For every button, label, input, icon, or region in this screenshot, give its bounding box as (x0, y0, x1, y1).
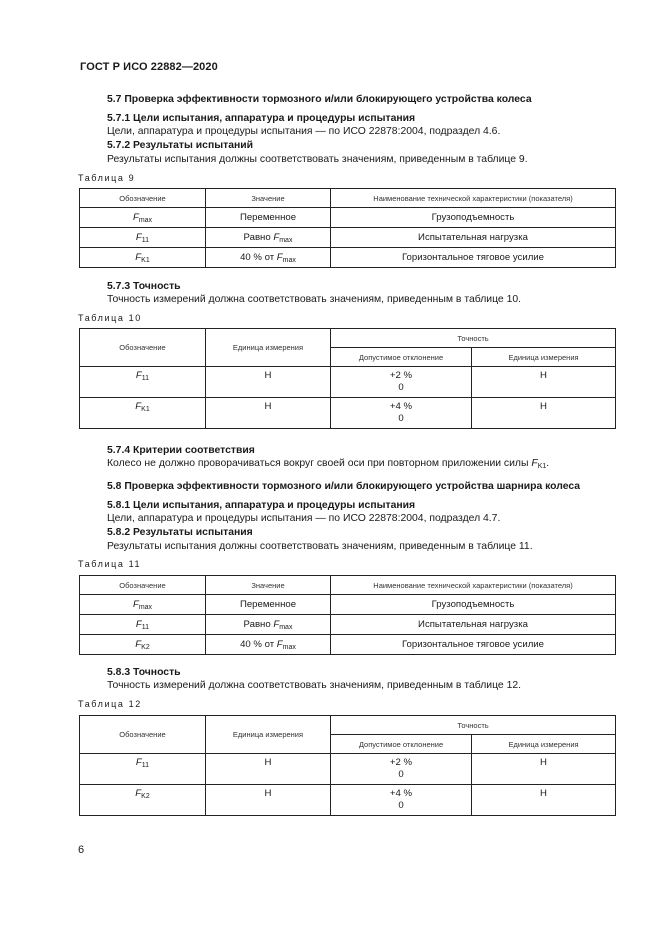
page-number: 6 (78, 844, 85, 856)
designation-cell: $F_{max}$ (80, 208, 206, 228)
accuracy-unit-cell: Н (472, 785, 616, 816)
table-11-header-value: Значение (206, 576, 331, 595)
deviation-cell: +2 % 0 (331, 754, 472, 785)
accuracy-unit-cell: Н (472, 398, 616, 429)
value-cell: 40 % от $F_{max}$ (206, 248, 331, 268)
table-10-caption: Таблица 10 (78, 313, 142, 323)
table-9-header-designation: Обозначение (80, 189, 206, 208)
table-row (80, 595, 616, 615)
name-cell: Горизонтальное тяговое усилие (331, 635, 616, 655)
section-5-7-2-text: Результаты испытания должны соответствовать значениям, приведенным в таблице 9. (107, 154, 528, 165)
section-5-7-4-text: Колесо не должно проворачиваться вокруг своей оси при повторном приложении силы $F_{K1}$. (107, 458, 550, 470)
designation-cell: $F_{11}$ (80, 754, 206, 785)
table-10 (79, 328, 616, 429)
table-row (80, 615, 616, 635)
section-5-7-1-text: Цели, аппаратура и процедуры испытания — по ИСО 22878:2004, подраздел 4.6. (107, 126, 501, 137)
designation-cell: $F_{11}$ (80, 367, 206, 398)
table-12-caption: Таблица 12 (78, 699, 142, 709)
deviation-cell: +4 % 0 (331, 398, 472, 429)
section-5-8-2-text: Результаты испытания должны соответствовать значениям, приведенным в таблице 11. (107, 541, 533, 552)
table-row (80, 785, 616, 816)
table-10-header-accuracy-unit: Единица измерения (472, 348, 616, 367)
section-5-7-4-title: 5.7.4 Критерии соответствия (107, 445, 255, 456)
designation-cell: $F_{11}$ (80, 228, 206, 248)
section-5-7-1-title: 5.7.1 Цели испытания, аппаратура и процедуры испытания (107, 113, 416, 124)
table-12-header-designation: Обозначение (80, 716, 206, 754)
deviation-cell: +2 % 0 (331, 367, 472, 398)
designation-cell: $F_{K2}$ (80, 785, 206, 816)
table-9-caption: Таблица 9 (78, 173, 136, 183)
table-10-header-accuracy: Точность (331, 329, 616, 348)
table-12-header-accuracy-unit: Единица измерения (472, 735, 616, 754)
table-11 (79, 575, 616, 655)
table-10-header-unit: Единица измерения (206, 329, 331, 367)
table-row (80, 367, 616, 398)
table-12-header-deviation: Допустимое отклонение (331, 735, 472, 754)
name-cell: Горизонтальное тяговое усилие (331, 248, 616, 268)
value-cell: 40 % от $F_{max}$ (206, 635, 331, 655)
table-row (80, 228, 616, 248)
table-12-header-accuracy: Точность (331, 716, 616, 735)
designation-cell: $F_{K1}$ (80, 248, 206, 268)
deviation-cell: +4 % 0 (331, 785, 472, 816)
value-cell: Равно $F_{max}$ (206, 228, 331, 248)
designation-cell: $F_{K2}$ (80, 635, 206, 655)
name-cell: Испытательная нагрузка (331, 615, 616, 635)
name-cell: Грузоподъемность (331, 208, 616, 228)
table-12-header-unit: Единица измерения (206, 716, 331, 754)
accuracy-unit-cell: Н (472, 367, 616, 398)
table-row (80, 635, 616, 655)
designation-cell: $F_{K1}$ (80, 398, 206, 429)
designation-cell: $F_{11}$ (80, 615, 206, 635)
unit-cell: Н (206, 398, 331, 429)
table-10-header-designation: Обозначение (80, 329, 206, 367)
designation-cell: $F_{max}$ (80, 595, 206, 615)
table-9-header-value: Значение (206, 189, 331, 208)
table-11-header-name: Наименование технической характеристики (показателя) (331, 576, 616, 595)
unit-cell: Н (206, 367, 331, 398)
unit-cell: Н (206, 785, 331, 816)
section-5-7-2-title: 5.7.2 Результаты испытаний (107, 140, 254, 151)
accuracy-unit-cell: Н (472, 754, 616, 785)
table-row (80, 208, 616, 228)
section-5-7-3-title: 5.7.3 Точность (107, 281, 181, 292)
value-cell: Переменное (206, 595, 331, 615)
section-5-8-2-title: 5.8.2 Результаты испытания (107, 527, 253, 538)
name-cell: Испытательная нагрузка (331, 228, 616, 248)
unit-cell: Н (206, 754, 331, 785)
table-11-caption: Таблица 11 (78, 559, 142, 569)
table-row (80, 398, 616, 429)
document-header: ГОСТ Р ИСО 22882—2020 (80, 61, 218, 73)
value-cell: Переменное (206, 208, 331, 228)
table-row (80, 754, 616, 785)
table-9-header-name: Наименование технической характеристики (показателя) (331, 189, 616, 208)
table-row (80, 248, 616, 268)
section-5-8-3-title: 5.8.3 Точность (107, 667, 181, 678)
table-11-header-designation: Обозначение (80, 576, 206, 595)
section-5-8-title: 5.8 Проверка эффективности тормозного и/или блокирующего устройства шарнира колеса (107, 481, 581, 492)
table-9 (79, 188, 616, 268)
section-5-7-3-text: Точность измерений должна соответствовать значениям, приведенным в таблице 10. (107, 294, 522, 305)
value-cell: Равно $F_{max}$ (206, 615, 331, 635)
table-12 (79, 715, 616, 816)
section-5-8-3-text: Точность измерений должна соответствовать значениям, приведенным в таблице 12. (107, 680, 522, 691)
section-5-8-1-title: 5.8.1 Цели испытания, аппаратура и процедуры испытания (107, 500, 416, 511)
table-10-header-deviation: Допустимое отклонение (331, 348, 472, 367)
name-cell: Грузоподъемность (331, 595, 616, 615)
section-5-7-title: 5.7 Проверка эффективности тормозного и/или блокирующего устройства колеса (107, 94, 532, 105)
section-5-8-1-text: Цели, аппаратура и процедуры испытания — по ИСО 22878:2004, подраздел 4.7. (107, 513, 501, 524)
